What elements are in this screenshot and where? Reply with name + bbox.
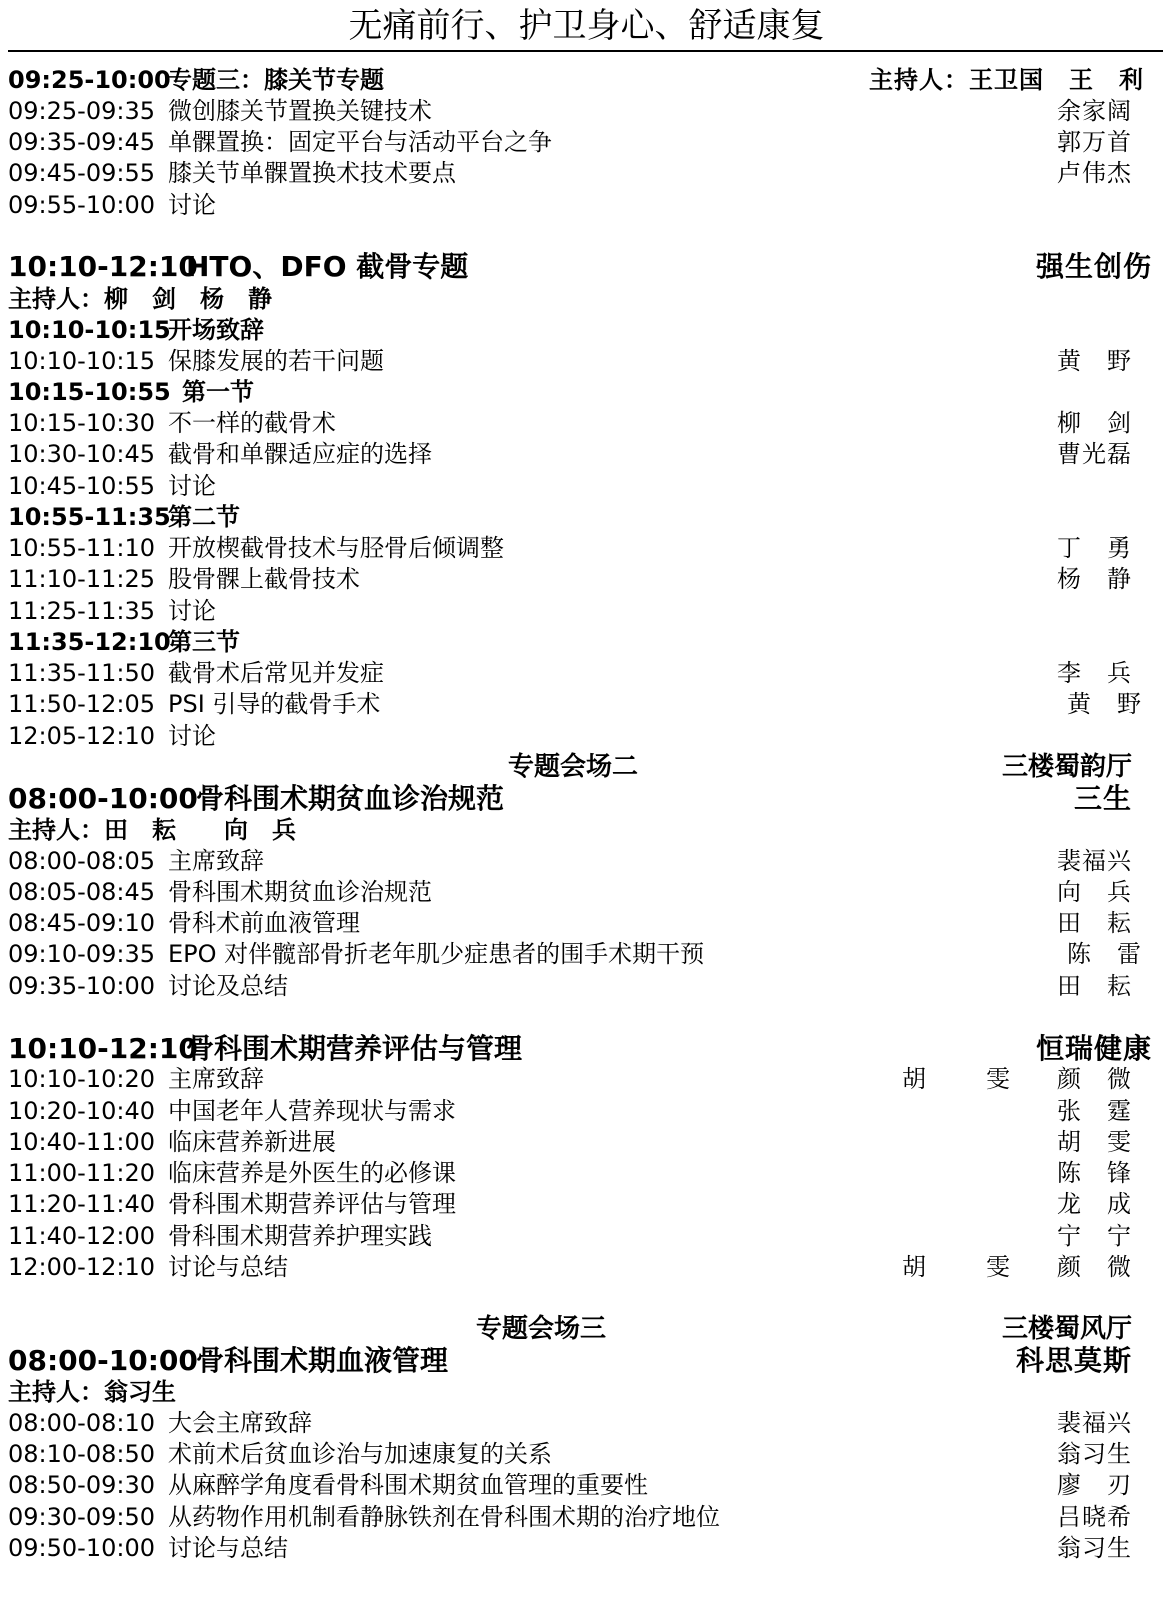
row-time: 08:10-08:50: [8, 1440, 155, 1468]
schedule-row: [8, 408, 1158, 439]
row-speaker: 裴福兴: [1057, 1409, 1132, 1437]
schedule-row: [8, 1189, 1158, 1220]
row-time: 08:00-08:05: [8, 847, 155, 875]
row-time: 10:10-10:20: [8, 1065, 155, 1093]
row-topic: 主席致辞: [168, 1065, 264, 1093]
row-speaker: 陈 锋: [1057, 1159, 1132, 1187]
row-time: 09:55-10:00: [8, 191, 155, 219]
venue-name: 专题会场二: [508, 752, 639, 782]
row-time: 11:35-11:50: [8, 659, 155, 687]
row-topic: PSI 引导的截骨手术: [168, 690, 381, 718]
row-topic: 骨科围术期营养护理实践: [168, 1222, 432, 1250]
schedule-row: [8, 564, 1158, 595]
row-speaker: 卢伟杰: [1057, 159, 1132, 187]
session-title: 骨科围术期血液管理: [196, 1344, 449, 1377]
venue-room: 三楼蜀风厅: [1001, 1314, 1132, 1344]
row-speaker: 黄 野: [1067, 690, 1142, 718]
schedule-row: [8, 939, 1158, 970]
row-time: 09:50-10:00: [8, 1534, 155, 1562]
row-speaker: 翁习生: [1057, 1534, 1132, 1562]
row-speaker: 李 兵: [1057, 659, 1132, 687]
schedule-row: [8, 190, 1158, 221]
session-title: 骨科围术期贫血诊治规范: [196, 782, 505, 815]
row-speaker: 张 霆: [1057, 1097, 1132, 1125]
schedule-row: [8, 877, 1158, 908]
row-speaker: 郭万首: [1057, 128, 1132, 156]
session-host: 主持人：王卫国 王 利: [869, 66, 1144, 94]
schedule-row: [8, 721, 1158, 752]
session-time: 08:00-10:00: [8, 1344, 198, 1377]
row-time: 10:15-10:30: [8, 409, 155, 437]
title-divider: [8, 50, 1163, 52]
row-topic: 大会主席致辞: [168, 1409, 312, 1437]
schedule-row: [8, 596, 1158, 627]
schedule-row: [8, 1533, 1158, 1564]
session-title: 骨科围术期营养评估与管理: [186, 1032, 523, 1065]
sub-title: 第二节: [168, 503, 240, 531]
row-topic: 不一样的截骨术: [168, 409, 336, 437]
venue-name: 专题会场三: [476, 1314, 607, 1344]
row-time: 09:30-09:50: [8, 1503, 155, 1531]
schedule-row: [8, 471, 1158, 502]
row-speaker: 向 兵: [1057, 878, 1132, 906]
schedule-row: [8, 1096, 1158, 1127]
session-sponsor: 科思莫斯: [1015, 1344, 1132, 1377]
row-speaker: 曹光磊: [1057, 440, 1132, 468]
row-time: 08:05-08:45: [8, 878, 155, 906]
row-speaker: 裴福兴: [1057, 847, 1132, 875]
row-time: 09:35-09:45: [8, 128, 155, 156]
row-moderator: 胡 雯: [902, 1253, 1028, 1281]
row-time: 09:35-10:00: [8, 972, 155, 1000]
row-time: 12:05-12:10: [8, 722, 155, 750]
row-speaker: 廖 刃: [1057, 1471, 1132, 1499]
row-topic: 讨论: [168, 722, 216, 750]
sub-time: 10:55-11:35: [8, 503, 171, 531]
row-speaker: 翁习生: [1057, 1440, 1132, 1468]
row-time: 10:10-10:15: [8, 347, 155, 375]
row-speaker: 胡 雯: [1057, 1128, 1132, 1156]
row-topic: 从药物作用机制看静脉铁剂在骨科围术期的治疗地位: [168, 1503, 720, 1531]
row-topic: 讨论: [168, 472, 216, 500]
venue-header: [8, 1314, 1158, 1345]
session-header: [8, 251, 1158, 282]
row-topic: 讨论: [168, 597, 216, 625]
sub-header: [8, 315, 1158, 346]
session-sponsor: 恒瑞健康: [1035, 1032, 1152, 1065]
row-time: 08:50-09:30: [8, 1471, 155, 1499]
session-sponsor: 强生创伤: [1035, 250, 1152, 283]
row-speaker: 丁 勇: [1057, 534, 1132, 562]
row-speaker: 陈 雷: [1067, 940, 1142, 968]
row-time: 11:40-12:00: [8, 1222, 155, 1250]
sub-header: [8, 627, 1158, 658]
sub-time: 10:15-10:55: [8, 378, 171, 406]
row-topic: 保膝发展的若干问题: [168, 347, 384, 375]
row-moderator: 胡 雯: [902, 1065, 1028, 1093]
row-speaker: 田 耘: [1057, 909, 1132, 937]
schedule-row: [8, 1439, 1158, 1470]
sub-title: 开场致辞: [168, 316, 264, 344]
row-topic: 讨论及总结: [168, 972, 288, 1000]
row-speaker: 颜 微: [1057, 1253, 1132, 1281]
session-header: [8, 1033, 1158, 1064]
row-topic: 截骨术后常见并发症: [168, 659, 384, 687]
schedule-row: [8, 1252, 1158, 1283]
schedule-row: [8, 127, 1158, 158]
venue-room: 三楼蜀韵厅: [1001, 752, 1132, 782]
schedule-row: [8, 439, 1158, 470]
sub-title: 第三节: [168, 628, 240, 656]
schedule-row: [8, 846, 1158, 877]
sub-time: 11:35-12:10: [8, 628, 171, 656]
row-topic: 临床营养是外医生的必修课: [168, 1159, 456, 1187]
row-speaker: 龙 成: [1057, 1190, 1132, 1218]
session-time: 08:00-10:00: [8, 782, 198, 815]
row-time: 12:00-12:10: [8, 1253, 155, 1281]
schedule-row: [8, 96, 1158, 127]
row-speaker: 田 耘: [1057, 972, 1132, 1000]
schedule-row: [8, 658, 1158, 689]
schedule-row: [8, 158, 1158, 189]
schedule-row: [8, 971, 1158, 1002]
row-topic: 股骨髁上截骨技术: [168, 565, 360, 593]
row-speaker: 吕晓希: [1057, 1503, 1132, 1531]
session-title: 专题三：膝关节专题: [168, 66, 384, 94]
row-topic: 膝关节单髁置换术技术要点: [168, 159, 456, 187]
row-time: 09:45-09:55: [8, 159, 155, 187]
row-time: 10:40-11:00: [8, 1128, 155, 1156]
schedule-row: [8, 908, 1158, 939]
row-speaker: 余家阔: [1057, 97, 1132, 125]
schedule-row: [8, 346, 1158, 377]
page-title: 无痛前行、护卫身心、舒适康复: [348, 6, 825, 46]
schedule-row: [8, 1221, 1158, 1252]
session-header: [8, 1345, 1158, 1376]
schedule-row: [8, 1158, 1158, 1189]
row-time: 11:25-11:35: [8, 597, 155, 625]
session-time: 10:10-12:10: [8, 250, 198, 283]
session-sponsor: 三生: [1073, 782, 1132, 815]
row-time: 08:00-08:10: [8, 1409, 155, 1437]
row-topic: 中国老年人营养现状与需求: [168, 1097, 456, 1125]
row-topic: 骨科术前血液管理: [168, 909, 360, 937]
sub-header: [8, 502, 1158, 533]
schedule-row: [8, 1408, 1158, 1439]
row-time: 10:30-10:45: [8, 440, 155, 468]
schedule-row: [8, 1127, 1158, 1158]
row-topic: 临床营养新进展: [168, 1128, 336, 1156]
schedule-row: [8, 533, 1158, 564]
session-time: 09:25-10:00: [8, 66, 171, 94]
row-time: 08:45-09:10: [8, 909, 155, 937]
sub-header: [8, 377, 1158, 408]
session-title: HTO、DFO 截骨专题: [186, 250, 469, 283]
venue-header: [8, 752, 1158, 783]
row-time: 10:20-10:40: [8, 1097, 155, 1125]
row-time: 11:20-11:40: [8, 1190, 155, 1218]
sub-time: 10:10-10:15: [8, 316, 171, 344]
row-topic: 讨论与总结: [168, 1534, 288, 1562]
row-time: 10:55-11:10: [8, 534, 155, 562]
session-host: 主持人：翁习生: [8, 1378, 176, 1406]
row-topic: 单髁置换：固定平台与活动平台之争: [168, 128, 552, 156]
session-header: [8, 783, 1158, 814]
schedule-row: [8, 689, 1158, 720]
row-speaker: 柳 剑: [1057, 409, 1132, 437]
row-speaker: 颜 微: [1057, 1065, 1132, 1093]
sub-title: 第一节: [182, 378, 254, 406]
row-time: 11:10-11:25: [8, 565, 155, 593]
row-topic: EPO 对伴髋部骨折老年肌少症患者的围手术期干预: [168, 940, 705, 968]
row-topic: 截骨和单髁适应症的选择: [168, 440, 432, 468]
session-header: [8, 65, 1158, 96]
row-time: 10:45-10:55: [8, 472, 155, 500]
row-topic: 术前术后贫血诊治与加速康复的关系: [168, 1440, 552, 1468]
row-topic: 微创膝关节置换关键技术: [168, 97, 432, 125]
session-time: 10:10-12:10: [8, 1032, 198, 1065]
session-host: 主持人：田 耘 向 兵: [8, 816, 296, 844]
schedule-row: [8, 1064, 1158, 1095]
row-topic: 骨科围术期营养评估与管理: [168, 1190, 456, 1218]
row-time: 09:10-09:35: [8, 940, 155, 968]
row-topic: 主席致辞: [168, 847, 264, 875]
row-topic: 从麻醉学角度看骨科围术期贫血管理的重要性: [168, 1471, 648, 1499]
schedule-row: [8, 1502, 1158, 1533]
row-topic: 讨论与总结: [168, 1253, 288, 1281]
row-speaker: 宁 宁: [1057, 1222, 1132, 1250]
row-time: 11:50-12:05: [8, 690, 155, 718]
row-time: 09:25-09:35: [8, 97, 155, 125]
row-topic: 讨论: [168, 191, 216, 219]
row-speaker: 黄 野: [1057, 347, 1132, 375]
row-topic: 开放楔截骨技术与胫骨后倾调整: [168, 534, 504, 562]
row-speaker: 杨 静: [1057, 565, 1132, 593]
schedule-row: [8, 1470, 1158, 1501]
session-host: 主持人：柳 剑 杨 静: [8, 285, 272, 313]
row-topic: 骨科围术期贫血诊治规范: [168, 878, 432, 906]
row-time: 11:00-11:20: [8, 1159, 155, 1187]
